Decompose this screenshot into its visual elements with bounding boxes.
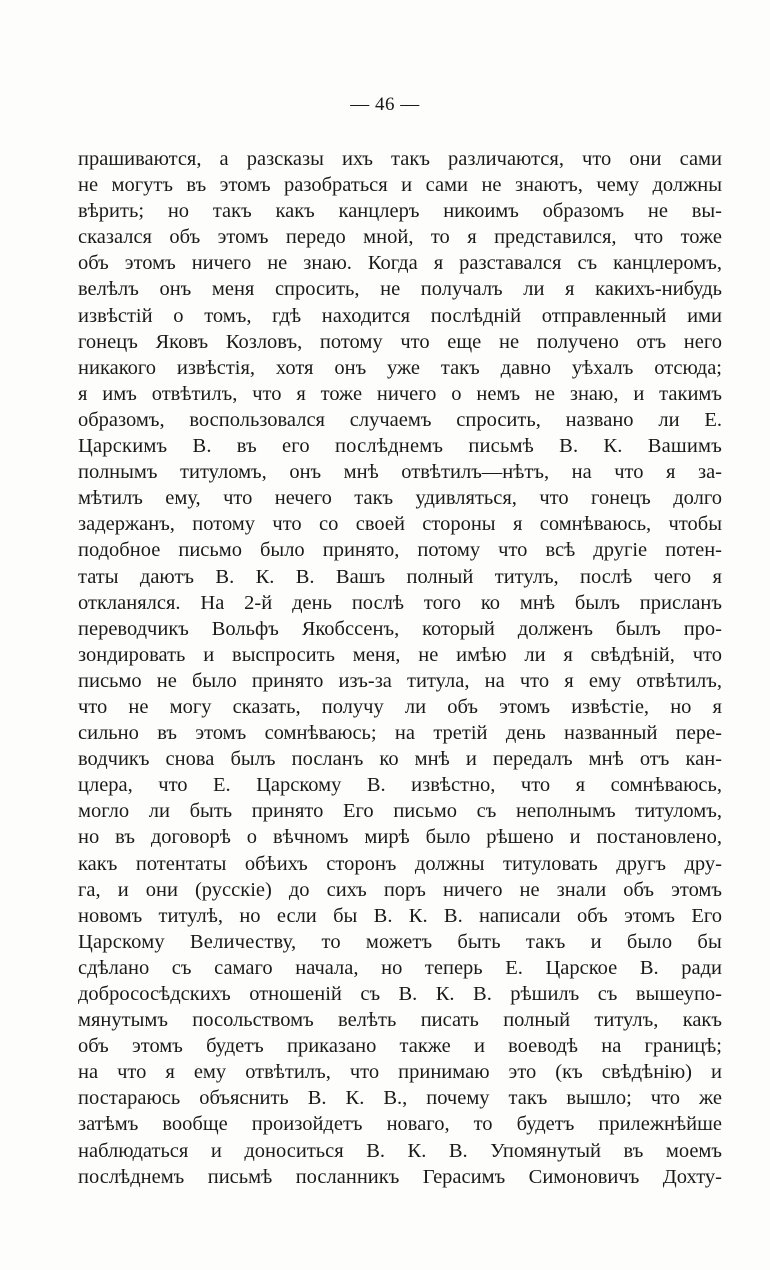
text-line: письмо не было принято изъ-за титула, на что я ему отвѣтилъ, (78, 669, 722, 692)
text-line: вѣрить; но такъ какъ канцлеръ никоимъ образомъ не вы- (78, 200, 722, 223)
text-line: послѣднемъ письмѣ посланникъ Герасимъ Симоновичъ Дохту- (78, 1165, 722, 1188)
text-line: таты даютъ В. К. В. Вашъ полный титулъ, послѣ чего я (78, 565, 722, 588)
text-line: переводчикъ Вольфъ Якобссенъ, который долженъ былъ про- (78, 617, 722, 640)
text-line: я имъ отвѣтилъ, что я тоже ничего о немъ не знаю, и такимъ (78, 382, 722, 405)
text-line: какъ потентаты обѣихъ сторонъ должны титуловать другъ дру- (78, 852, 722, 875)
text-line: мянутымъ посольствомъ велѣть писать полный титулъ, какъ (78, 1009, 722, 1032)
text-line: сильно въ этомъ сомнѣваюсь; на третій день названный пере- (78, 722, 722, 745)
text-line: подобное письмо было принято, потому что всѣ другіе потен- (78, 539, 722, 562)
text-line: затѣмъ вообще произойдетъ новаго, то будетъ прилежнѣйше (78, 1113, 722, 1136)
text-line: объ этомъ будетъ приказано также и воеводѣ на границѣ; (78, 1035, 722, 1058)
text-line: не могутъ въ этомъ разобраться и сами не знаютъ, чему должны (78, 174, 722, 197)
text-line: могло ли быть принято Его письмо съ неполнымъ титуломъ, (78, 800, 722, 823)
text-line: задержанъ, потому что со своей стороны я сомнѣваюсь, чтобы (78, 513, 722, 536)
text-line: откланялся. На 2-й день послѣ того ко мнѣ былъ присланъ (78, 591, 722, 614)
text-line: объ этомъ ничего не знаю. Когда я разставался съ канцлеромъ, (78, 252, 722, 275)
text-line: новомъ титулѣ, но если бы В. К. В. написали объ этомъ Его (78, 904, 722, 927)
text-line: наблюдаться и доноситься В. К. В. Упомянутый въ моемъ (78, 1139, 722, 1162)
text-line: прашиваются, а разсказы ихъ такъ различаются, что они сами (78, 148, 722, 170)
text-line: постараюсь объяснить В. К. В., почему такъ вышло; что же (78, 1087, 722, 1110)
text-line: зондировать и выспросить меня, не имѣю ли я свѣдѣній, что (78, 643, 722, 666)
text-line: мѣтилъ ему, что нечего такъ удивляться, что гонецъ долго (78, 487, 722, 510)
text-line: Царскому Величеству, то можетъ быть такъ и было бы (78, 930, 722, 953)
text-line: гонецъ Яковъ Козловъ, потому что еще не получено отъ него (78, 330, 722, 353)
text-line: полнымъ титуломъ, онъ мнѣ отвѣтилъ—нѣтъ, на что я за- (78, 461, 722, 484)
text-line: сдѣлано съ самаго начала, но теперь Е. Царское В. ради (78, 956, 722, 979)
text-line: извѣстій о томъ, гдѣ находится послѣдній отправленный ими (78, 304, 722, 327)
text-line: добрососѣдскихъ отношеній съ В. К. В. рѣшилъ съ вышеупо- (78, 983, 722, 1005)
text-line: сказался объ этомъ передо мной, то я представился, что тоже (78, 226, 722, 249)
text-line: что не могу сказать, получу ли объ этомъ извѣстіе, но я (78, 695, 722, 718)
text-line: Царскимъ В. въ его послѣднемъ письмѣ В. К. Вашимъ (78, 435, 722, 458)
text-line: цлера, что Е. Царскому В. извѣстно, что я сомнѣваюсь, (78, 774, 722, 797)
body-text (78, 146, 722, 1190)
text-line: но въ договорѣ о вѣчномъ мирѣ было рѣшено и постановлено, (78, 826, 722, 849)
page-number: — 46 — (350, 94, 420, 115)
text-line: на что я ему отвѣтилъ, что принимаю это (къ свѣдѣнію) и (78, 1061, 722, 1084)
text-line: никакого извѣстія, хотя онъ уже такъ давно уѣхалъ отсюда; (78, 356, 722, 379)
text-line: образомъ, воспользовался случаемъ спросить, названо ли Е. (78, 408, 722, 431)
text-line: велѣлъ онъ меня спросить, не получалъ ли я какихъ-нибудь (78, 278, 722, 301)
text-line: водчикъ снова былъ посланъ ко мнѣ и передалъ мнѣ отъ кан- (78, 748, 722, 771)
text-line: га, и они (русскіе) до сихъ поръ ничего не знали объ этомъ (78, 878, 722, 901)
